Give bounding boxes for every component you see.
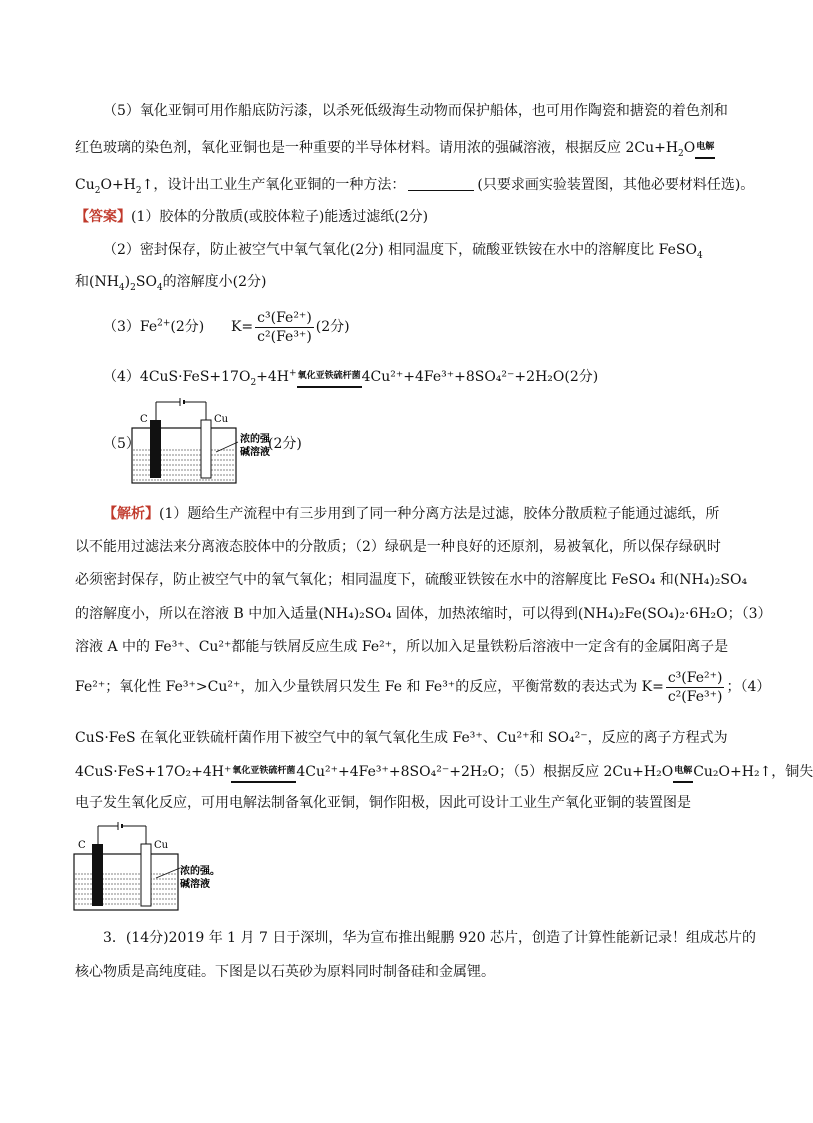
answer-3-fraction bbox=[255, 309, 314, 346]
answer-line1 bbox=[75, 207, 428, 227]
answer-2-l2c: SO bbox=[135, 274, 157, 290]
analysis-l6-post: ；（4） bbox=[726, 679, 771, 695]
analysis-line4: 的溶解度小，所以在溶液 B 中加入适量(NH₄)₂SO₄ 固体，加热浓缩时，可以得到(NH₄)₂Fe(SO₄)₂·6H₂O；（3） bbox=[75, 606, 772, 622]
answer-3-numerator: c³(Fe²⁺) bbox=[257, 309, 312, 326]
analysis-l8-pre: 4CuS·FeS+17O₂+4H⁺ bbox=[75, 764, 232, 780]
analysis-l8-post: Cu₂O+H₂↑，铜失 bbox=[693, 764, 813, 780]
left-electrode-label-2: C bbox=[78, 840, 86, 851]
analysis-line6 bbox=[75, 668, 770, 706]
analysis-l8-mid: 4Cu²⁺+4Fe³⁺+8SO₄²⁻+2H₂O；（5）根据反应 2Cu+H₂O bbox=[296, 764, 674, 780]
analysis-denominator: c²(Fe³⁺) bbox=[667, 688, 723, 705]
answer-2-line1: （2）密封保存，防止被空气中氧气氧化(2分) 相同温度下，硫酸亚铁铵在水中的溶解度比 FeSO$_4$ bbox=[103, 242, 703, 261]
analysis-tag: 【解析】 bbox=[103, 506, 159, 522]
answer-3-charge: 2+ bbox=[157, 318, 171, 329]
solution-label-line2: 碱溶液 bbox=[240, 447, 270, 458]
answer-tag: 【答案】 bbox=[75, 209, 131, 225]
answer-4: $(4)4CuS\cdot FeS+17O_2+4H^+$氧化亚铁硫杆菌4Cu²⁺+4Fe³⁺+8SO₄²⁻+2H₂O(2分) bbox=[103, 366, 598, 388]
q5-line2-text: 红色玻璃的染色剂，氧化亚铜也是一种重要的半导体材料。请用浓的强碱溶液，根据反应 2Cu+H bbox=[75, 140, 679, 156]
bacteria-condition: 氧化亚铁硫杆菌 bbox=[297, 366, 362, 388]
solution-label-2-line1: 浓的强。 bbox=[180, 866, 220, 877]
analysis-line7: CuS·FeS 在氧化亚铁硫杆菌作用下被空气中的氧气氧化生成 Fe³⁺、Cu²⁺和 SO₄²⁻，反应的离子方程式为 bbox=[75, 730, 728, 746]
analysis-l6-pre: Fe²⁺；氧化性 Fe³⁺>Cu²⁺，加入少量铁屑只发生 Fe 和 Fe³⁺的反应，平衡常数的表达式为 K= bbox=[75, 679, 664, 695]
q3-line1: 3．(14分)2019 年 1 月 7 日于深圳，华为宣布推出鲲鹏 920 芯片，创造了计算性能新记录！组成芯片的 bbox=[103, 930, 756, 946]
solution-hatch bbox=[133, 450, 235, 480]
answer-2-l2b: ) bbox=[124, 274, 131, 290]
analysis-line9: 电子发生氧化反应，可用电解法制备氧化亚铜，铜作阳极，因此可设计工业生产氧化亚铜的装置图是 bbox=[75, 795, 691, 811]
analysis-line2: 以不能用过滤法来分离液态胶体中的分散质；（2）绿矾是一种良好的还原剂，易被氧化，所以保存绿矾时 bbox=[75, 539, 721, 555]
answer-2-l2d: 的溶解度小(2分) bbox=[162, 274, 267, 290]
q5-line3-tail: (只要求画实验装置图，其他必要材料任选)。 bbox=[477, 177, 755, 193]
q5-line2: 红色玻璃的染色剂，氧化亚铜也是一种重要的半导体材料。请用浓的强碱溶液，根据反应 $2Cu+H_2O$电解 bbox=[75, 137, 715, 159]
answer-3-tail: (2分) bbox=[315, 319, 350, 335]
q5-line2-o: O bbox=[683, 140, 696, 156]
right-electrode-label-2: Cu bbox=[154, 840, 169, 851]
answer-3-k: K= bbox=[230, 319, 254, 335]
analysis-line5: 溶液 A 中的 Fe³⁺、Cu²⁺都能与铁屑反应生成 Fe²⁺，所以加入足量铁粉后溶液中一定含有的金属阳离子是 bbox=[75, 639, 729, 655]
left-electrode-label: C bbox=[140, 414, 148, 425]
q5-line3: $Cu_2O+H_2↑$，设计出工业生产氧化亚铜的一种方法： (只要求画实验装置图，其他必要材料任选)。 bbox=[75, 177, 755, 196]
q5-line3-mid: O+H bbox=[100, 177, 136, 193]
electrolysis-apparatus-diagram-2 bbox=[72, 822, 252, 914]
answer-3-points: (2分) bbox=[170, 319, 205, 335]
right-electrode-label: Cu bbox=[214, 414, 229, 425]
answer-4-mid: +4H bbox=[256, 369, 290, 385]
analysis-l1-text: (1）题给生产流程中有三步用到了同一种分离方法是过滤，胶体分散质粒子能通过滤纸，所 bbox=[159, 506, 720, 522]
analysis-line8 bbox=[75, 761, 813, 783]
copper-electrode-2 bbox=[141, 844, 151, 906]
q5-line3-cu: Cu bbox=[75, 177, 95, 193]
answer-4-pre: （4）4CuS·FeS+17O bbox=[103, 369, 251, 385]
analysis-electrolysis-condition: 电解 bbox=[673, 761, 693, 783]
carbon-electrode-2 bbox=[92, 844, 103, 906]
answer-3 bbox=[103, 308, 350, 346]
analysis-fraction bbox=[666, 669, 725, 706]
analysis-bacteria-condition: 氧化亚铁硫杆菌 bbox=[231, 761, 296, 783]
label-pointer bbox=[216, 442, 238, 452]
answer-3-denominator: c²(Fe³⁺) bbox=[257, 328, 312, 345]
answer-3-fe: （3）Fe bbox=[103, 319, 158, 335]
answer-2-l2a: 和(NH bbox=[75, 274, 119, 290]
beaker-2 bbox=[74, 854, 178, 910]
solution-label-2-line2: 碱溶液 bbox=[180, 879, 210, 890]
analysis-line1 bbox=[103, 504, 719, 524]
q3-line2: 核心物质是高纯度硅。下图是以石英砂为原料同时制备硅和金属锂。 bbox=[75, 964, 495, 980]
analysis-line3: 必须密封保存，防止被空气中的氧气氧化；相同温度下，硫酸亚铁铵在水中的溶解度比 FeSO₄ 和(NH₄)₂SO₄ bbox=[75, 572, 748, 588]
answer-2-line2: 和$(NH_4)_2SO_4$的溶解度小(2分) bbox=[75, 274, 267, 293]
q5-line3-text: ↑，设计出工业生产氧化亚铜的一种方法： bbox=[141, 177, 406, 193]
answer-1: (1）胶体的分散质(或胶体粒子)能透过滤纸(2分) bbox=[131, 209, 429, 225]
analysis-numerator: c³(Fe²⁺) bbox=[667, 669, 723, 686]
carbon-electrode bbox=[150, 420, 161, 478]
label-pointer-2 bbox=[156, 868, 180, 878]
electrolysis-condition: 电解 bbox=[695, 137, 715, 159]
q5-line1: （5）氧化亚铜可用作船底防污漆，以杀死低级海生动物而保护船体，也可用作陶瓷和搪瓷的着色剂和 bbox=[103, 103, 728, 119]
answer-5-points: (2分) bbox=[268, 436, 302, 452]
answer-blank bbox=[408, 176, 474, 191]
answer-2-text: （2）密封保存，防止被空气中氧气氧化(2分) 相同温度下，硫酸亚铁铵在水中的溶解度比 FeSO bbox=[103, 242, 697, 258]
solution-hatch-2 bbox=[75, 874, 177, 904]
solution-label-line1: 浓的强 bbox=[240, 434, 270, 445]
answer-4-post: 4Cu²⁺+4Fe³⁺+8SO₄²⁻+2H₂O(2分) bbox=[361, 369, 599, 385]
answer-5-label: （5） bbox=[103, 436, 140, 452]
copper-electrode bbox=[201, 420, 211, 478]
